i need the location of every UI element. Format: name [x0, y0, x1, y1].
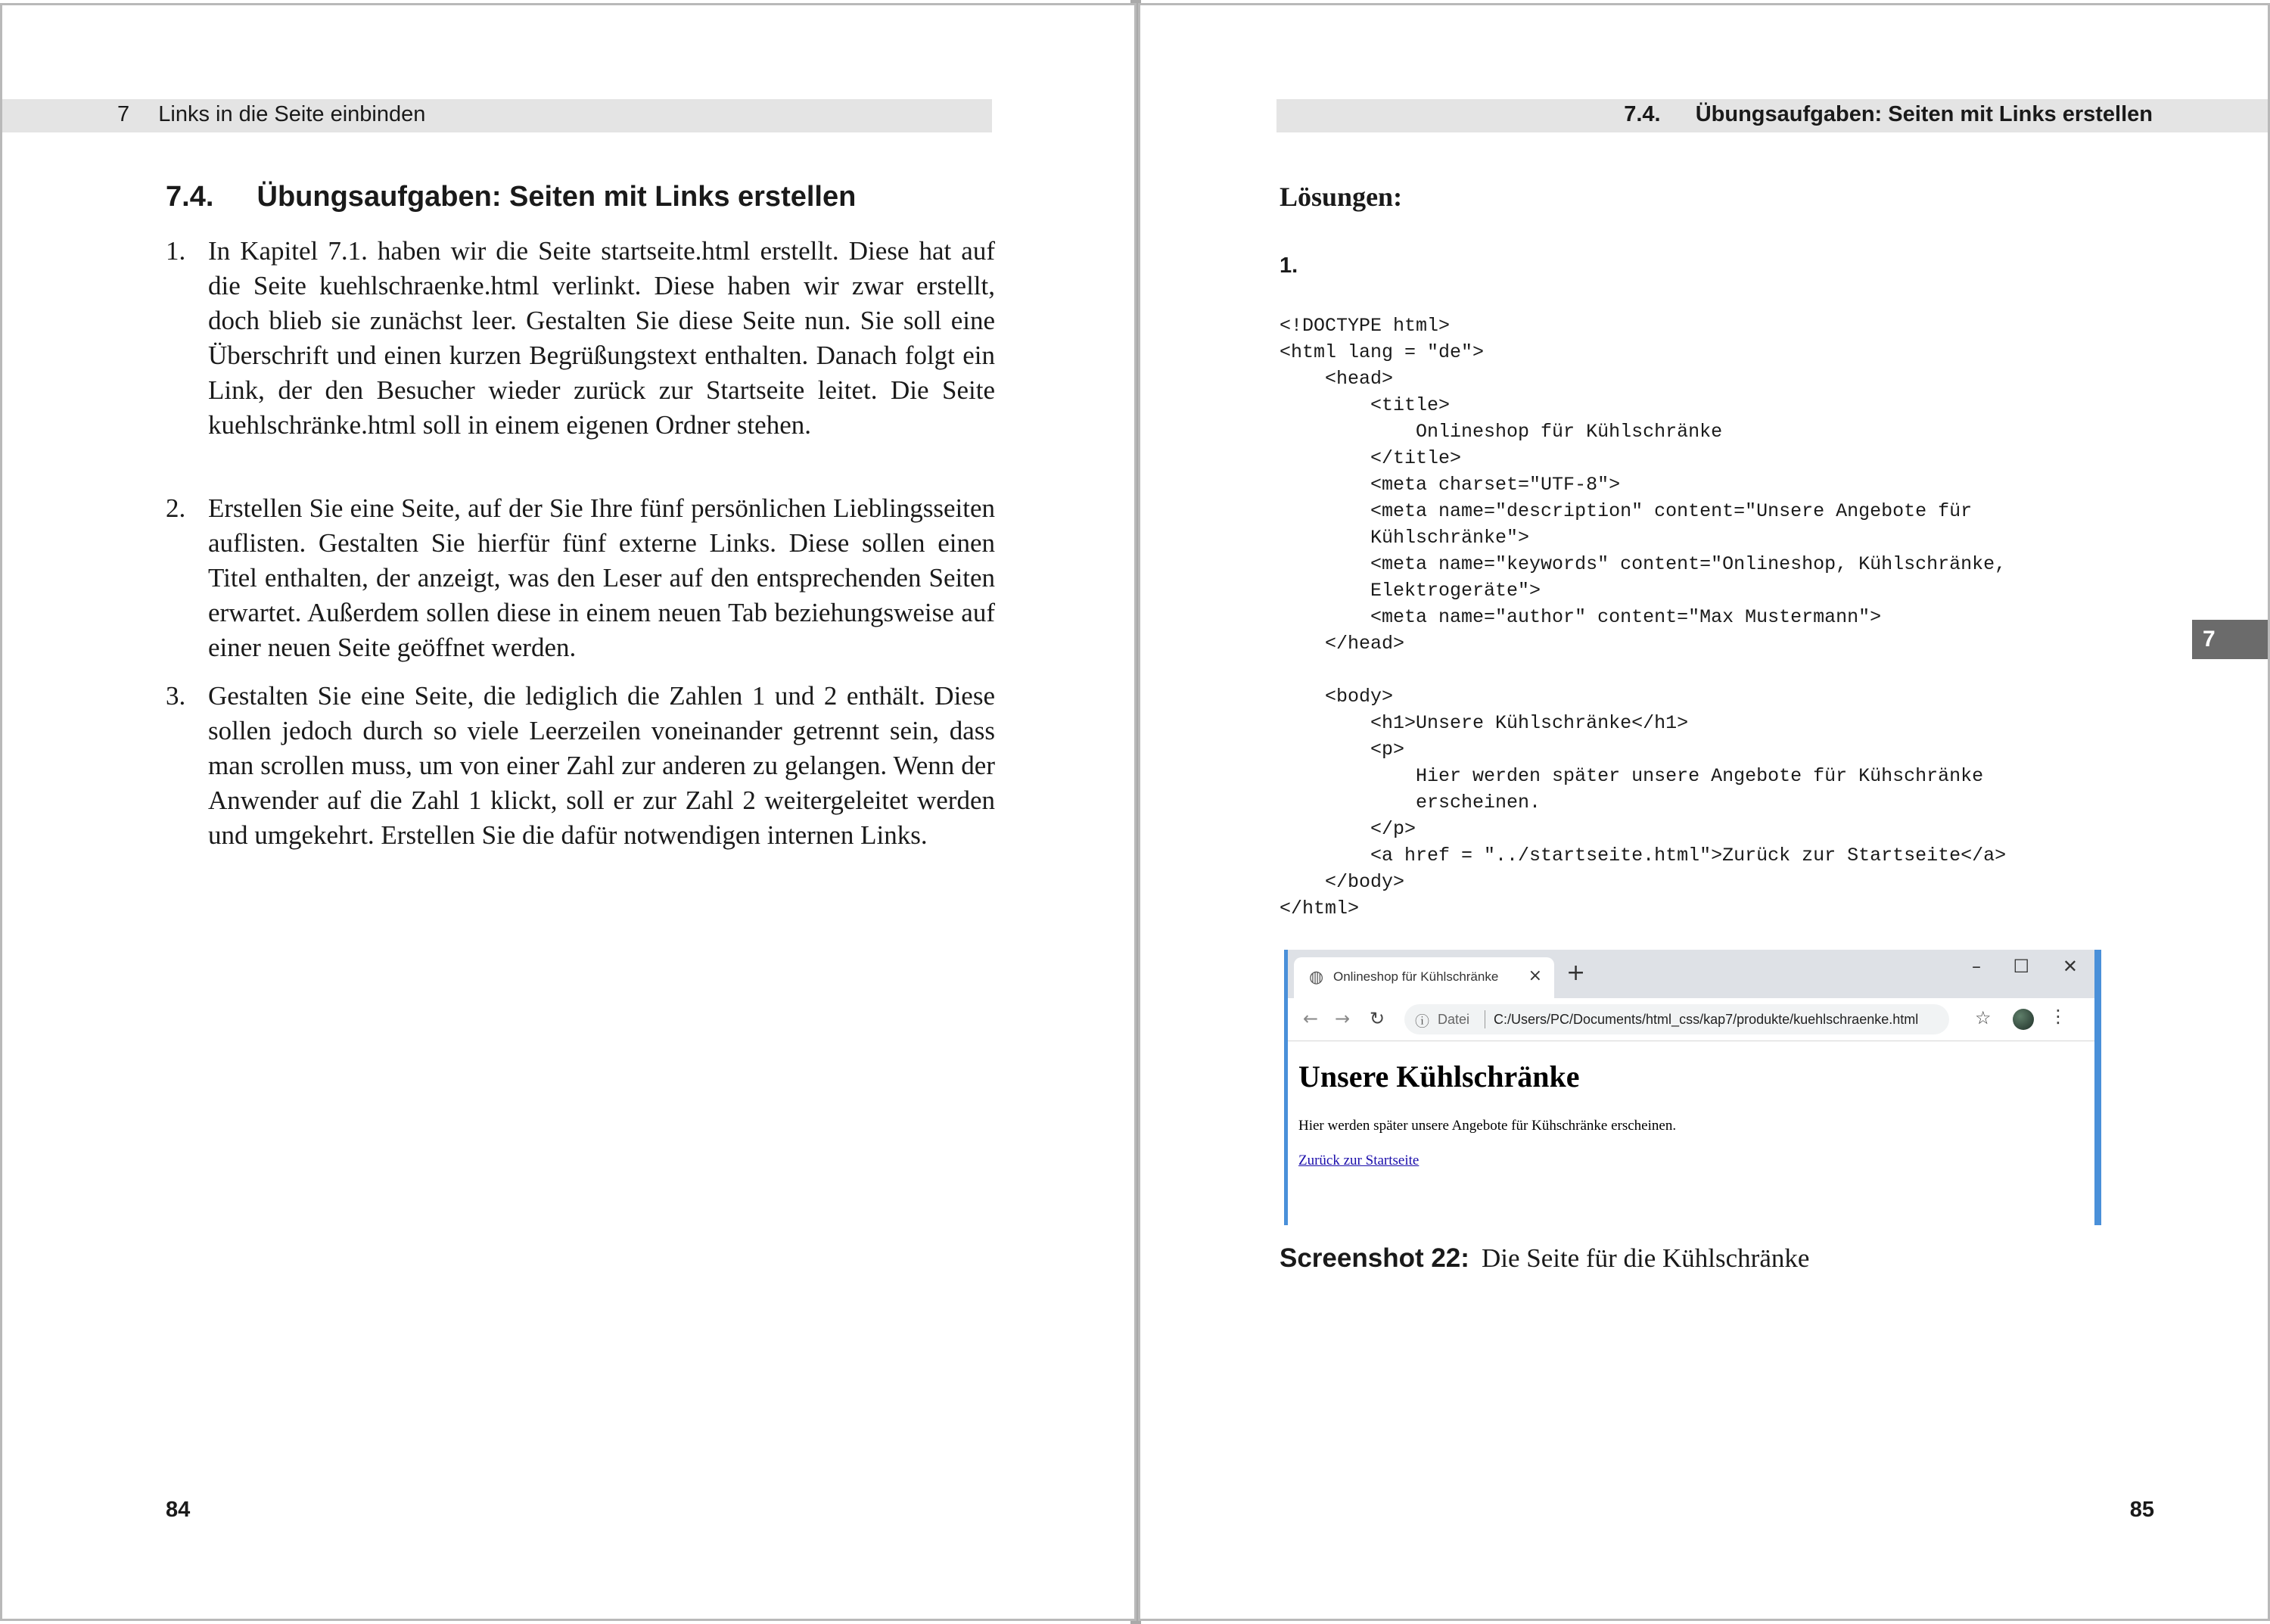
page-heading: Unsere Kühlschränke — [1298, 1059, 1580, 1094]
solutions-heading: Lösungen: — [1280, 182, 1403, 212]
code-line: <p> — [1280, 739, 1405, 761]
solution-number: 1. — [1280, 254, 1298, 278]
section-title: Übungsaufgaben: Seiten mit Links erstellen — [1695, 102, 2153, 126]
figure-caption — [1280, 1243, 1809, 1274]
code-line: erscheinen. — [1280, 792, 1541, 814]
code-line: <a href = "../startseite.html">Zurück zur Startseite</a> — [1280, 845, 2007, 866]
browser-toolbar — [1288, 998, 2094, 1041]
menu-dots-icon[interactable]: ⋮ — [2049, 1006, 2067, 1027]
code-line: <!DOCTYPE html> — [1280, 315, 1451, 337]
code-line: </body> — [1280, 871, 1405, 893]
running-header — [1624, 102, 2153, 127]
bookmark-star-icon[interactable]: ☆ — [1975, 1007, 1992, 1028]
section-heading — [166, 181, 856, 213]
code-line: <meta charset="UTF-8"> — [1280, 474, 1621, 496]
exercise-item — [166, 234, 995, 443]
maximize-icon[interactable]: ☐ — [2013, 956, 2029, 977]
section-number: 7.4. — [166, 181, 214, 213]
code-line: <head> — [1280, 368, 1394, 390]
exercise-number: 2. — [166, 493, 186, 523]
address-bar[interactable] — [1404, 1004, 1949, 1034]
address-url: C:/Users/PC/Documents/html_css/kap7/produkte/kuehlschraenke.html — [1494, 1012, 1919, 1027]
code-line — [1280, 657, 2006, 683]
code-line: <meta name="keywords" content="Onlineshop, Kühlschränke, — [1280, 553, 2007, 575]
running-header — [117, 102, 425, 127]
browser-tab[interactable] — [1294, 957, 1554, 998]
page-number: 84 — [166, 1498, 191, 1522]
page-paragraph: Hier werden später unsere Angebote für Kühschränke erscheinen. — [1298, 1118, 1677, 1134]
browser-tabstrip — [1288, 950, 2094, 998]
tab-title: Onlineshop für Kühlschränke — [1333, 969, 1499, 984]
new-tab-button[interactable]: + — [1566, 960, 1586, 986]
code-line: </title> — [1280, 447, 1462, 469]
exercise-number: 3. — [166, 681, 186, 711]
forward-arrow-icon[interactable]: → — [1335, 1008, 1351, 1029]
section-number: 7.4. — [1624, 102, 1661, 126]
chapter-title: Links in die Seite einbinden — [158, 102, 426, 126]
chapter-thumb-tab: 7 — [2192, 620, 2268, 659]
exercise-text: In Kapitel 7.1. haben wir die Seite startseite.html erstellt. Diese hat auf die Seite kuehlschraenke.html verlinkt. Diese haben wir zwar erstellt, doch blieb sie zunächst leer. Gestalten Sie diese Seite nun. Sie soll eine Überschrift und einen kurzen Begrüßungstext enthalten. Danach folgt ein Link, der den Besucher wieder zurück zur Startseite leitet. Die Seite kuehlschränke.html soll in einem eigenen Ordner stehen. — [208, 236, 995, 440]
globe-icon: ◍ — [1309, 968, 1324, 987]
code-line: <body> — [1280, 686, 1394, 708]
code-line: <title> — [1280, 394, 1451, 416]
code-line: Elektrogeräte"> — [1280, 580, 1541, 602]
code-line: </head> — [1280, 633, 1405, 655]
page-number: 85 — [2129, 1498, 2154, 1522]
code-line: <h1>Unsere Kühlschränke</h1> — [1280, 712, 1689, 734]
profile-avatar[interactable] — [2013, 1009, 2034, 1030]
code-listing — [1280, 313, 2006, 922]
left-page — [0, 3, 1137, 1621]
code-line: Hier werden später unsere Angebote für Kühschränke — [1280, 765, 1984, 787]
code-line: </html> — [1280, 898, 1360, 919]
chapter-number: 7 — [117, 102, 130, 126]
exercise-item — [166, 491, 995, 665]
code-line: </p> — [1280, 818, 1416, 840]
close-tab-icon[interactable]: × — [1528, 966, 1542, 985]
exercise-text: Erstellen Sie eine Seite, auf der Sie Ihre fünf persönlichen Lieblingsseiten auflisten. Gestalten Sie hierfür fünf externe Links. Diese sollen einen Titel enthalten, der anzeigt, was den Leser auf den entsprechenden Seiten erwartet. Außerdem sollen diese in einem neuen Tab beziehungsweise auf einer neuen Seite geöffnet werden. — [208, 493, 995, 662]
reload-icon[interactable]: ↻ — [1370, 1008, 1385, 1029]
minimize-icon[interactable]: – — [1972, 956, 1981, 977]
exercise-number: 1. — [166, 236, 186, 266]
code-line: Kühlschränke"> — [1280, 527, 1530, 549]
code-line: <meta name="author" content="Max Mustermann"> — [1280, 606, 1882, 628]
close-window-icon[interactable]: ✕ — [2062, 956, 2078, 977]
back-to-home-link[interactable]: Zurück zur Startseite — [1298, 1153, 1420, 1168]
caption-label: Screenshot 22: — [1280, 1243, 1469, 1273]
right-page — [1138, 3, 2270, 1621]
caption-text: Die Seite für die Kühlschränke — [1481, 1243, 1810, 1273]
code-line: <meta name="description" content="Unsere Angebote für — [1280, 500, 1973, 522]
section-title: Übungsaufgaben: Seiten mit Links erstellen — [257, 181, 857, 213]
back-arrow-icon[interactable]: ← — [1303, 1008, 1319, 1029]
code-line: Onlineshop für Kühlschränke — [1280, 421, 1723, 443]
address-scheme-label: Datei — [1438, 1012, 1470, 1027]
info-icon[interactable]: ⓘ — [1415, 1013, 1430, 1030]
exercise-item — [166, 679, 995, 853]
browser-screenshot — [1284, 950, 2101, 1225]
code-line: <html lang = "de"> — [1280, 341, 1485, 363]
exercise-text: Gestalten Sie eine Seite, die lediglich die Zahlen 1 und 2 enthält. Diese sollen jedoch durch so viele Leerzeilen voneinander getrennt sein, dass man scrollen muss, um von einer Zahl zur anderen zu gelangen. Wenn der Anwender auf die Zahl 1 klickt, soll er zur Zahl 2 weitergeleitet werden und umgekehrt. Erstellen Sie die dafür notwendigen internen Links. — [208, 681, 995, 850]
